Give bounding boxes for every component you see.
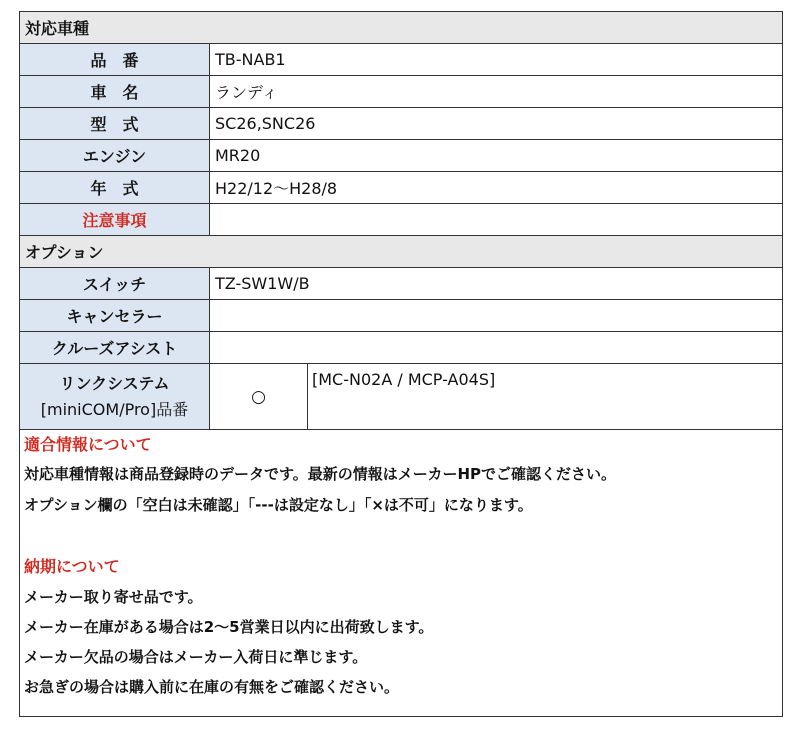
value-car-name: ランディ [215, 83, 278, 102]
link-system-models: [MC-N02A / MCP-A04S] [312, 370, 496, 389]
value-caution [210, 204, 782, 235]
delivery-heading: 納期について [24, 557, 120, 576]
delivery-line-1: メーカー取り寄せ品です。 [24, 588, 203, 606]
compatibility-table [19, 11, 783, 717]
section-option-title: オプション [25, 243, 104, 262]
label-car-name: 車 名 [20, 76, 210, 107]
value-part-number: TB-NAB1 [215, 50, 286, 69]
label-engine: エンジン [20, 140, 210, 171]
delivery-line-2: メーカー在庫がある場合は2～5営業日以内に出荷致します。 [24, 618, 434, 636]
section-option [20, 236, 782, 268]
link-system-compat-mark: ○ [210, 364, 308, 429]
delivery-line-4: お急ぎの場合は購入前に在庫の有無をご確認ください。 [24, 678, 400, 696]
row-caution [20, 204, 782, 236]
value-year: H22/12～H28/8 [215, 179, 338, 198]
delivery-line-3: メーカー欠品の場合はメーカー入荷日に準じます。 [24, 648, 368, 666]
fit-info-line-1: 対応車種情報は商品登録時のデータです。最新の情報はメーカーHPでご確認ください。 [24, 465, 617, 483]
link-system-label-line2: [miniCOM/Pro]品番 [40, 399, 189, 419]
row-model-code [20, 108, 782, 140]
section-vehicle-title: 対応車種 [25, 19, 90, 38]
fit-info-heading: 適合情報について [24, 435, 152, 454]
label-switch: スイッチ [20, 268, 210, 299]
row-switch [20, 268, 782, 300]
value-engine: MR20 [215, 146, 261, 165]
row-engine [20, 140, 782, 172]
section-vehicle [20, 12, 782, 44]
label-canceller: キャンセラー [20, 300, 210, 331]
row-car-name [20, 76, 782, 108]
label-cruise-assist: クルーズアシスト [20, 332, 210, 363]
notes-area [20, 430, 782, 716]
value-switch: TZ-SW1W/B [215, 274, 310, 293]
fit-info-line-2: オプション欄の「空白は未確認」「---は設定なし」「×は不可」になります。 [24, 496, 533, 514]
value-cruise-assist [210, 332, 782, 363]
row-part-number [20, 44, 782, 76]
value-model-code: SC26,SNC26 [215, 114, 316, 133]
label-model-code: 型 式 [20, 108, 210, 139]
label-link-system [20, 364, 210, 429]
label-caution: 注意事項 [20, 204, 210, 235]
row-link-system [20, 364, 782, 430]
link-system-label-line1: リンクシステム [59, 373, 170, 393]
label-year: 年 式 [20, 172, 210, 203]
row-canceller [20, 300, 782, 332]
row-cruise-assist [20, 332, 782, 364]
label-part-number: 品 番 [20, 44, 210, 75]
row-year [20, 172, 782, 204]
value-canceller [210, 300, 782, 331]
